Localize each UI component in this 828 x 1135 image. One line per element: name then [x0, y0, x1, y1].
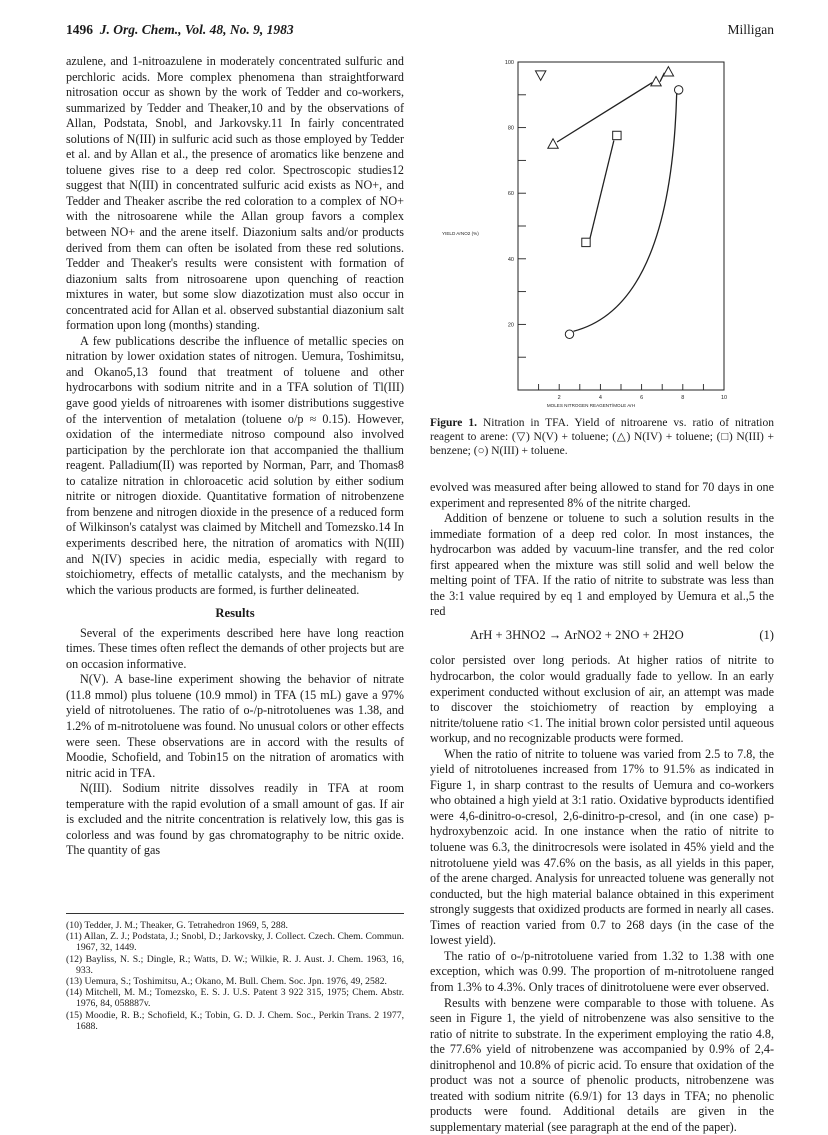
equation-number: (1)	[759, 628, 774, 644]
paragraph: The ratio of o-/p-nitrotoluene varied from 1.32 to 1.38 with one exception, which was 0.99. The proportion of m-nitrotoluene ranged from 1.3% to 4.3%. Only traces of dinitrotoluene were ever observed.	[430, 949, 774, 996]
reference-item: (10) Tedder, J. M.; Theaker, G. Tetrahedron 1969, 5, 288.	[66, 920, 404, 931]
data-point-triangle-up	[663, 67, 673, 76]
paragraph: When the ratio of nitrite to toluene was varied from 2.5 to 7.8, the yield of nitrotoluenes increased from 17% to 91.5% as indicated in Figure 1, in sharp contrast to the results of Uemura and co-workers who obtained a high yield at 3:1 ratio. Oxidative byproducts identified were 4,6-dinitro-o-cresol, 2,6-dinitro-p-cresol, and (in one case) p-hydroxybenzoic acid. In one instance when the ratio of nitrite to toluene was 6.3, the dinitrocresols were isolated in 45% yield and the nitrotoluene yield was 47.6% on the basis, as all yields in this paper, of the arene charged. Analysis for unreacted toluene was generally not conducted, but the high material balance obtained in this experiment strongly suggests that oxidized products are formed in nearly all cases. Times of reaction varied from 0.7 to 268 days (in the case of the lowest yield).	[430, 747, 774, 949]
journal-citation: J. Org. Chem., Vol. 48, No. 9, 1983	[100, 22, 294, 37]
paragraph: A few publications describe the influence of metallic species on nitration by lower oxidation states of nitrogen. Uemura, Toshimitsu, and Okano5,13 found that treatment of toluene and other hydrocarbons with sodium nitrite and in a TFA solution of Tl(III) gave good yields of nitroarenes with isomer distributions suggestive of the intervention of metalation (toluene o/p ≈ 0.15). However, oxidation of the intermediate nitroso compound also involved participation by the perchlorate ion that accompanied the thallium reagent. Palladium(II) was reported by Norman, Parr, and Thomas8 to catalize nitration in chloroacetic acid solution by either sodium nitrite or nitrogen dioxide. Quantitative formation of nitrobenzene from benzene and nitrogen dioxide in the presence of a reduced form of Wilkinson's catalyst was claimed by Mitchell and Tomezsko.14 In experiments described here, the nitration of aromatics with N(III) and N(IV) species in acidic media, especially with regard to stoichiometry, effects of metallic catalysts, and the mechanism by which the various products are formed, is further delineated.	[66, 334, 404, 598]
header-author: Milligan	[728, 22, 775, 38]
paragraph: evolved was measured after being allowed to stand for 70 days in one experiment and represented 8% of the nitrite charged.	[430, 480, 774, 511]
header-left	[66, 22, 294, 38]
paragraph: Several of the experiments described here have long reaction times. These times often reflect the demands of other projects but are on occasion informative.	[66, 626, 404, 673]
y-tick-label: 20	[508, 322, 514, 328]
left-column	[66, 54, 404, 859]
y-tick-label: 40	[508, 257, 514, 263]
trend-curve-n3-toluene	[574, 94, 677, 331]
x-tick-label: 10	[721, 395, 727, 401]
paragraph: N(III). Sodium nitrite dissolves readily in TFA at room temperature with the rapid evolution of a small amount of gas. If air is excluded and the nitrite concentration is relatively low, this gas is colorless and was found by gas chromatography to be nitric oxide. The quantity of gas	[66, 781, 404, 859]
paragraph: Addition of benzene or toluene to such a solution results in the immediate formation of a deep red color. In most instances, the hydrocarbon was added by vacuum-line transfer, and the red color first appeared when the mixture was still solid and well below the melting point of TFA. If the ratio of nitrite to substrate was less than the 3:1 value required by eq 1 and employed by Uemura et al.,5 the red	[430, 511, 774, 620]
data-point-circle	[674, 86, 682, 94]
paragraph: Results with benzene were comparable to those with toluene. As seen in Figure 1, the yield of nitrobenzene was also sensitive to the ratio of nitrite to substrate. In the experiment employing the ratio 4.8, the 77.6% yield of nitrobenzene was accompanied by 0.9% of 2,4-dinitrophenol and 10.8% of picric acid. To ensure that oxidation of the product was not a source of phenolic products, nitrobenzene was treated with sodium nitrite (6.9/1) for 13 days in TFA; no phenolic products were found. Additional details are given in the supplementary material (see paragraph at the end of the paper).	[430, 996, 774, 1135]
y-tick-label: 100	[505, 60, 514, 66]
page-header	[66, 22, 774, 40]
results-heading: Results	[66, 606, 404, 622]
equation-1	[430, 620, 774, 654]
x-axis-label: MOLES NITROGEN REAGENT/MOLE ArH	[547, 403, 635, 408]
trend-line-n3-benzene	[590, 140, 614, 238]
x-tick-label: 6	[640, 395, 643, 401]
reference-item: (14) Mitchell, M. M.; Tomezsko, E. S. J. U.S. Patent 3 922 315, 1975; Chem. Abstr. 1976, 84, 058887v.	[66, 987, 404, 1009]
paragraph: N(V). A base-line experiment showing the behavior of nitrate (11.8 mmol) plus toluene (10.9 mmol) in TFA (15 mL) gave a 97% yield of nitrotoluenes. The ratio of o-/p-nitrotoluenes was 1.38, and 1.2% of m-nitrotoluene was found. No unusual colors or other effects were seen. These observations are in accord with the results of Moodie, Schofield, and Tobin15 on the nitration of aromatics with nitric acid in TFA.	[66, 672, 404, 781]
reference-item: (15) Moodie, R. B.; Schofield, K.; Tobin, G. D. J. Chem. Soc., Perkin Trans. 2 1977, 1688.	[66, 1010, 404, 1032]
x-tick-label: 8	[681, 395, 684, 401]
data-point-triangle-down	[535, 71, 545, 80]
reference-item: (12) Bayliss, N. S.; Dingle, R.; Watts, D. W.; Wilkie, R. J. Aust. J. Chem. 1963, 16, 933.	[66, 954, 404, 976]
data-point-circle	[565, 330, 573, 338]
page-number: 1496	[66, 22, 93, 37]
figure-caption-text: Nitration in TFA. Yield of nitroarene vs. ratio of nitration reagent to arene: (▽) N(V) + toluene; (△) N(IV) + toluene; (□) N(III) + benzene; (○) N(III) + toluene.	[430, 417, 774, 457]
figure-1	[436, 52, 776, 410]
paragraph: azulene, and 1-nitroazulene in moderately concentrated sulfuric and perchloric acids. More complex phenomena than straightforward nitrosation occur as shown by the work of Tedder and co-workers, summarized by Tedder and Theaker,10 and by the observations of Allan, Podstata, Snobl, and Jarkovsky.11 In fairly concentrated solutions of N(III) in sulfuric acid such as those employed by Tedder et al. and by Allan et al., the presence of aromatics like benzene and toluene gives rise to a deep red color. Spectroscopic studies12 suggest that N(III) in concentrated sulfuric acid exists as NO+, and Tedder and Theaker ascribe the red coloration to a complex of NO+ with the nitrosoarene while the Allan group favors a complex between NO+ and the arene itself. Diazonium salts and/or products derived from them can often be isolated from these red solutions. Tedder and Theaker's results were consistent with formation of diazonium salts from nitrosoarene upon quenching of reaction mixtures in water, but some slow diazotization must also occur in concentrated acid for Allan et al. observed substantial diazonium salt formation upon long (months) standing.	[66, 54, 404, 334]
right-column	[430, 480, 774, 1135]
references	[66, 913, 404, 1032]
x-tick-label: 4	[599, 395, 602, 401]
reference-item: (11) Allan, Z. J.; Podstata, J.; Snobl, D.; Jarkovsky, J. Collect. Czech. Chem. Commun. 1967, 32, 1449.	[66, 931, 404, 953]
x-tick-label: 2	[558, 395, 561, 401]
y-axis-label: YIELD ArNO2 (%)	[442, 231, 479, 236]
figure-label: Figure 1.	[430, 417, 477, 429]
paragraph: color persisted over long periods. At higher ratios of nitrite to hydrocarbon, the color would gradually fade to yellow. In an early experiment conducted without exclusion of air, an attempt was made to discover the stoichiometry of reaction by employing a nitrite/toluene ratio <1. The initial brown color persisted until aqueous workup, and no recognizable products were formed.	[430, 653, 774, 746]
figure-caption	[430, 416, 774, 458]
equation-text: ArH + 3HNO2 → ArNO2 + 2NO + 2H2O	[470, 628, 684, 644]
data-point-square	[613, 131, 621, 139]
data-point-triangle-up	[548, 139, 558, 148]
data-point-square	[582, 238, 590, 246]
reference-item: (13) Uemura, S.; Toshimitsu, A.; Okano, M. Bull. Chem. Soc. Jpn. 1976, 49, 2582.	[66, 976, 404, 987]
plot-frame	[518, 62, 724, 390]
y-tick-label: 80	[508, 126, 514, 132]
trend-line-n4-toluene	[557, 83, 652, 142]
yield-chart	[436, 52, 776, 410]
y-tick-label: 60	[508, 191, 514, 197]
